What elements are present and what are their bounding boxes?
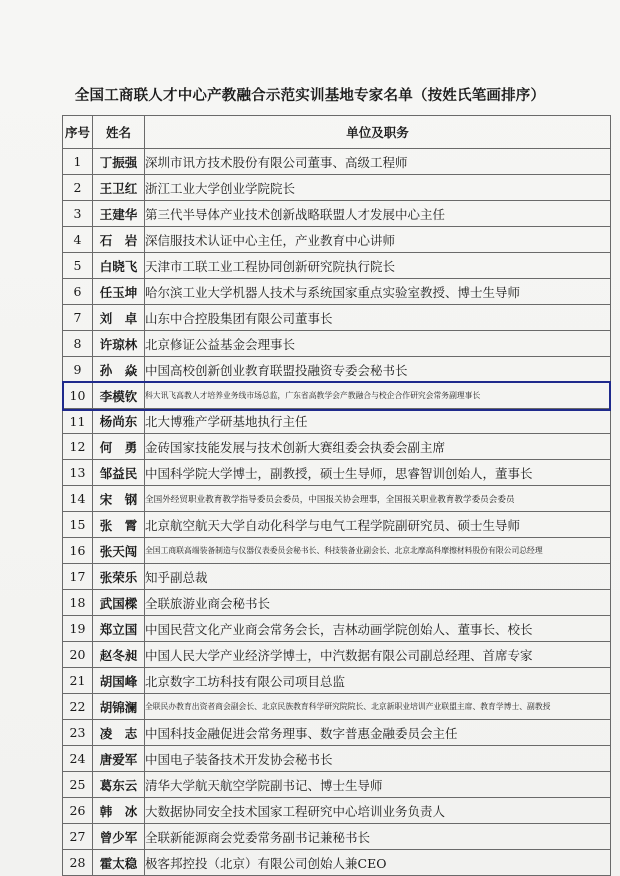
row-org: 第三代半导体产业技术创新战略联盟人才发展中心主任: [145, 201, 611, 227]
row-org: 山东中合控股集团有限公司董事长: [145, 305, 611, 331]
table-header-row: [63, 116, 611, 149]
row-name: 刘 卓: [93, 305, 145, 331]
row-no: 13: [63, 460, 93, 486]
row-name: 孙 焱: [93, 357, 145, 383]
row-name: 胡锦澜: [93, 694, 145, 720]
row-no: 5: [63, 253, 93, 279]
row-name: 赵冬昶: [93, 642, 145, 668]
row-org: 中国人民大学产业经济学博士，中汽数据有限公司副总经理、首席专家: [145, 642, 611, 668]
document-title: 全国工商联人才中心产教融合示范实训基地专家名单（按姓氏笔画排序）: [74, 88, 546, 104]
row-no: 23: [63, 720, 93, 746]
table-row: [63, 383, 611, 409]
table-row: [63, 772, 611, 798]
row-name: 武国樑: [93, 590, 145, 616]
row-name: 曾少军: [93, 824, 145, 850]
row-no: 3: [63, 201, 93, 227]
row-no: 24: [63, 746, 93, 772]
table-row: [63, 798, 611, 824]
row-org: 全联新能源商会党委常务副书记兼秘书长: [145, 824, 611, 850]
table-row: [63, 201, 611, 227]
row-org: 北京数字工坊科技有限公司项目总监: [145, 668, 611, 694]
row-org: 中国科技金融促进会常务理事、数字普惠金融委员会主任: [145, 720, 611, 746]
table-row: [63, 331, 611, 357]
table-row: [63, 720, 611, 746]
row-no: 22: [63, 694, 93, 720]
row-no: 20: [63, 642, 93, 668]
table-row: [63, 279, 611, 305]
row-no: 1: [63, 149, 93, 175]
row-org: 深圳市讯方技术股份有限公司董事、高级工程师: [145, 149, 611, 175]
row-org: 浙江工业大学创业学院院长: [145, 175, 611, 201]
row-org: 中国科学院大学博士，副教授，硕士生导师，思睿智训创始人，董事长: [145, 460, 611, 486]
table-row: [63, 850, 611, 876]
table-row: [63, 357, 611, 383]
table-row: [63, 590, 611, 616]
row-no: 11: [63, 409, 93, 434]
row-org: 北京航空航天大学自动化科学与电气工程学院副研究员、硕士生导师: [145, 512, 611, 538]
row-org: 北京修证公益基金会理事长: [145, 331, 611, 357]
row-org: 中国民营文化产业商会常务会长，吉林动画学院创始人、董事长、校长: [145, 616, 611, 642]
row-name: 王卫红: [93, 175, 145, 201]
table-row: [63, 486, 611, 512]
table-row: [63, 253, 611, 279]
row-no: 14: [63, 486, 93, 512]
row-name: 邹益民: [93, 460, 145, 486]
table-row: [63, 668, 611, 694]
row-no: 25: [63, 772, 93, 798]
row-no: 27: [63, 824, 93, 850]
row-org: 全联旅游业商会秘书长: [145, 590, 611, 616]
row-no: 26: [63, 798, 93, 824]
row-no: 21: [63, 668, 93, 694]
table-row: [63, 175, 611, 201]
table-row: [63, 824, 611, 850]
table-row: [63, 149, 611, 175]
row-no: 2: [63, 175, 93, 201]
row-no: 19: [63, 616, 93, 642]
row-org: 金砖国家技能发展与技术创新大赛组委会执委会副主席: [145, 434, 611, 460]
row-no: 28: [63, 850, 93, 876]
row-org: 全国工商联高端装备制造与仪器仪表委员会秘书长、科技装备业副会长、北京北摩高科摩擦材料股份有限公司总经理: [145, 538, 611, 564]
row-name: 葛东云: [93, 772, 145, 798]
row-org: 深信服技术认证中心主任，产业教育中心讲师: [145, 227, 611, 253]
row-no: 18: [63, 590, 93, 616]
row-no: 12: [63, 434, 93, 460]
row-name: 李模钦: [93, 383, 145, 409]
row-org: 清华大学航天航空学院副书记、博士生导师: [145, 772, 611, 798]
row-no: 17: [63, 564, 93, 590]
table-row: [63, 512, 611, 538]
table-row: [63, 227, 611, 253]
row-name: 杨尚东: [93, 409, 145, 434]
header-org: 单位及职务: [145, 116, 611, 149]
row-name: 凌 志: [93, 720, 145, 746]
row-no: 8: [63, 331, 93, 357]
row-no: 9: [63, 357, 93, 383]
table-row-highlighted: [63, 409, 611, 434]
row-no: 6: [63, 279, 93, 305]
row-name: 郑立国: [93, 616, 145, 642]
row-name: 任玉坤: [93, 279, 145, 305]
row-org: 极客邦控投（北京）有限公司创始人兼CEO: [145, 850, 611, 876]
row-org: 科大讯飞高教人才培养业务线市场总监，广东省高教学会产教融合与校企合作研究会常务副理事长: [145, 383, 611, 409]
row-org: 知乎副总裁: [145, 564, 611, 590]
table-row: [63, 564, 611, 590]
row-no: 4: [63, 227, 93, 253]
row-name: 胡国峰: [93, 668, 145, 694]
row-org: 全联民办教育出资者商会副会长、北京民族教育科学研究院院长、北京新职业培训产业联盟主席、教育学博士、副教授: [145, 694, 611, 720]
row-name: 许琼林: [93, 331, 145, 357]
row-name: 霍太稳: [93, 850, 145, 876]
expert-list-table: [62, 115, 611, 876]
table-row: [63, 538, 611, 564]
row-org: 中国高校创新创业教育联盟投融资专委会秘书长: [145, 357, 611, 383]
row-org: 北大博雅产学研基地执行主任: [145, 409, 611, 434]
table-row: [63, 694, 611, 720]
table-row: [63, 616, 611, 642]
table-row: [63, 434, 611, 460]
table-row: [63, 746, 611, 772]
row-name: 丁振强: [93, 149, 145, 175]
row-org: 天津市工联工业工程协同创新研究院执行院长: [145, 253, 611, 279]
row-no: 7: [63, 305, 93, 331]
table-row: [63, 642, 611, 668]
header-name: 姓名: [93, 116, 145, 149]
row-name: 张荣乐: [93, 564, 145, 590]
row-name: 王建华: [93, 201, 145, 227]
row-no: 10: [63, 383, 93, 409]
table-row: [63, 460, 611, 486]
row-org: 哈尔滨工业大学机器人技术与系统国家重点实验室教授、博士生导师: [145, 279, 611, 305]
row-no: 16: [63, 538, 93, 564]
row-name: 石 岩: [93, 227, 145, 253]
row-name: 白晓飞: [93, 253, 145, 279]
row-name: 张天闯: [93, 538, 145, 564]
row-org: 中国电子装备技术开发协会秘书长: [145, 746, 611, 772]
row-name: 唐爱军: [93, 746, 145, 772]
row-name: 张 霄: [93, 512, 145, 538]
table-row: [63, 305, 611, 331]
row-org: 大数据协同安全技术国家工程研究中心培训业务负责人: [145, 798, 611, 824]
row-name: 韩 冰: [93, 798, 145, 824]
header-no: 序号: [63, 116, 93, 149]
row-no: 15: [63, 512, 93, 538]
row-org: 全国外经贸职业教育教学指导委员会委员，中国报关协会理事，全国报关职业教育教学委员会委员: [145, 486, 611, 512]
row-name: 何 勇: [93, 434, 145, 460]
row-name: 宋 钢: [93, 486, 145, 512]
